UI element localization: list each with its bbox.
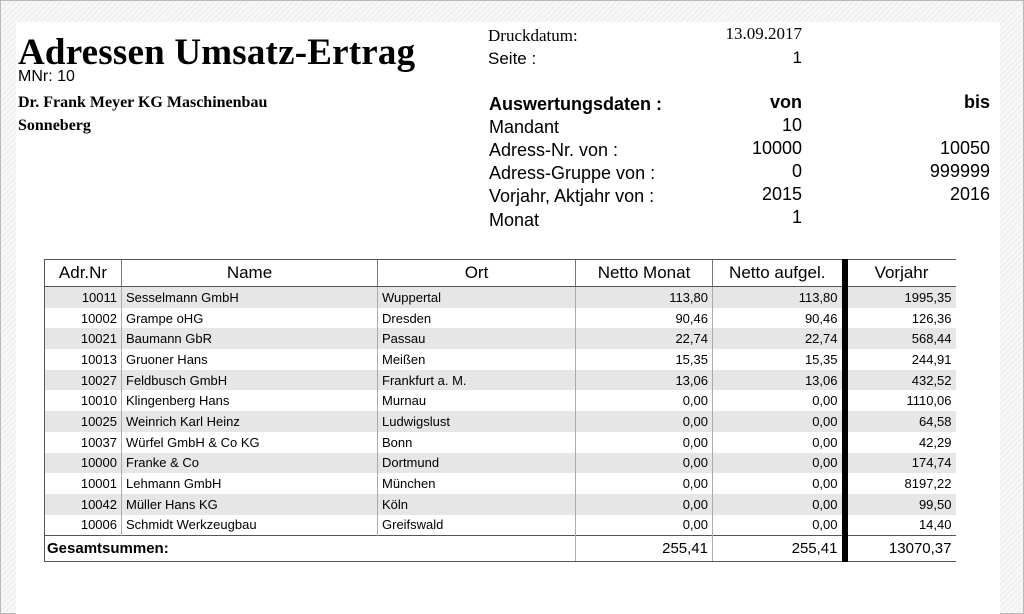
cell-name: Schmidt Werkzeugbau [122, 515, 378, 536]
revenue-table [44, 259, 956, 562]
cell-ort: Meißen [378, 349, 576, 370]
cell-netto-monat: 0,00 [576, 494, 713, 515]
table-row [45, 432, 956, 453]
cell-vorjahr: 64,58 [845, 411, 956, 432]
cell-name: Sesselmann GmbH [122, 287, 378, 308]
cell-name: Müller Hans KG [122, 494, 378, 515]
cell-ort: Dortmund [378, 453, 576, 474]
table-row [45, 287, 956, 308]
cell-netto-aufgel: 22,74 [713, 328, 845, 349]
criteria-from: 10 [781, 115, 802, 135]
cell-netto-monat: 0,00 [576, 390, 713, 411]
cell-name: Gruoner Hans [122, 349, 378, 370]
cell-netto-monat: 0,00 [576, 411, 713, 432]
cell-netto-aufgel: 0,00 [713, 432, 845, 453]
cell-netto-aufgel: 90,46 [713, 308, 845, 329]
criteria-title: Auswertungsdaten : [489, 94, 663, 114]
table-row [45, 308, 956, 329]
criteria-to-header: bis [963, 92, 990, 112]
criteria-from: 0 [791, 161, 802, 181]
cell-netto-monat: 90,46 [576, 308, 713, 329]
total-netto-monat: 255,41 [576, 536, 713, 562]
mnr-label: MNr: 10 [18, 68, 75, 85]
cell-netto-monat: 0,00 [576, 432, 713, 453]
table-row [45, 411, 956, 432]
table-header-row [45, 260, 956, 287]
table-row [45, 453, 956, 474]
criteria-label: Vorjahr, Aktjahr von : [489, 186, 655, 206]
cell-netto-aufgel: 0,00 [713, 411, 845, 432]
cell-adr-nr: 10037 [45, 432, 122, 453]
cell-adr-nr: 10000 [45, 453, 122, 474]
criteria-from: 2015 [761, 184, 802, 204]
column-header-vorjahr: Vorjahr [845, 260, 956, 287]
cell-vorjahr: 568,44 [845, 328, 956, 349]
totals-row [45, 536, 956, 562]
cell-ort: München [378, 473, 576, 494]
print-date-label: Druckdatum: [488, 26, 578, 45]
table-row [45, 390, 956, 411]
report-page [16, 22, 1000, 614]
cell-adr-nr: 10021 [45, 328, 122, 349]
cell-netto-monat: 0,00 [576, 473, 713, 494]
table-row [45, 515, 956, 536]
cell-vorjahr: 42,29 [845, 432, 956, 453]
cell-vorjahr: 126,36 [845, 308, 956, 329]
page-label: Seite : [488, 49, 537, 68]
cell-name: Weinrich Karl Heinz [122, 411, 378, 432]
cell-vorjahr: 244,91 [845, 349, 956, 370]
cell-netto-aufgel: 13,06 [713, 370, 845, 391]
cell-netto-aufgel: 0,00 [713, 473, 845, 494]
criteria-label: Monat [489, 210, 540, 230]
cell-adr-nr: 10001 [45, 473, 122, 494]
cell-ort: Wuppertal [378, 287, 576, 308]
criteria-to: 2016 [949, 184, 990, 204]
cell-name: Würfel GmbH & Co KG [122, 432, 378, 453]
cell-adr-nr: 10011 [45, 287, 122, 308]
print-date-value: 13.09.2017 [725, 24, 802, 43]
total-vorjahr: 13070,37 [845, 536, 956, 562]
cell-ort: Dresden [378, 308, 576, 329]
cell-name: Klingenberg Hans [122, 390, 378, 411]
total-netto-aufgel: 255,41 [713, 536, 845, 562]
criteria-label: Adress-Nr. von : [489, 140, 619, 160]
cell-adr-nr: 10010 [45, 390, 122, 411]
table-row [45, 349, 956, 370]
cell-vorjahr: 174,74 [845, 453, 956, 474]
table-row [45, 370, 956, 391]
cell-ort: Frankfurt a. M. [378, 370, 576, 391]
company-name: Dr. Frank Meyer KG Maschinenbau [18, 94, 268, 111]
column-header-ort: Ort [378, 260, 576, 287]
cell-netto-monat: 13,06 [576, 370, 713, 391]
cell-netto-aufgel: 113,80 [713, 287, 845, 308]
cell-adr-nr: 10002 [45, 308, 122, 329]
cell-netto-monat: 15,35 [576, 349, 713, 370]
criteria-from: 10000 [751, 138, 802, 158]
cell-name: Franke & Co [122, 453, 378, 474]
cell-vorjahr: 432,52 [845, 370, 956, 391]
criteria-from-header: von [769, 92, 802, 112]
totals-label: Gesamtsummen: [45, 536, 576, 562]
criteria-label: Adress-Gruppe von : [489, 163, 656, 183]
report-title: Adressen Umsatz-Ertrag [18, 32, 416, 73]
cell-adr-nr: 10025 [45, 411, 122, 432]
table-row [45, 328, 956, 349]
cell-netto-monat: 0,00 [576, 453, 713, 474]
cell-adr-nr: 10006 [45, 515, 122, 536]
table-row [45, 473, 956, 494]
column-header-netto-aufgel: Netto aufgel. [713, 260, 845, 287]
cell-netto-monat: 0,00 [576, 515, 713, 536]
cell-netto-aufgel: 0,00 [713, 390, 845, 411]
cell-ort: Greifswald [378, 515, 576, 536]
cell-netto-aufgel: 0,00 [713, 515, 845, 536]
cell-adr-nr: 10042 [45, 494, 122, 515]
cell-ort: Köln [378, 494, 576, 515]
cell-ort: Ludwigslust [378, 411, 576, 432]
cell-netto-aufgel: 0,00 [713, 453, 845, 474]
cell-name: Lehmann GmbH [122, 473, 378, 494]
cell-vorjahr: 8197,22 [845, 473, 956, 494]
column-header-netto-monat: Netto Monat [576, 260, 713, 287]
column-header-name: Name [122, 260, 378, 287]
cell-netto-aufgel: 0,00 [713, 494, 845, 515]
cell-ort: Murnau [378, 390, 576, 411]
cell-vorjahr: 14,40 [845, 515, 956, 536]
cell-vorjahr: 99,50 [845, 494, 956, 515]
cell-vorjahr: 1110,06 [845, 390, 956, 411]
column-header-adr-nr: Adr.Nr [45, 260, 122, 287]
cell-name: Feldbusch GmbH [122, 370, 378, 391]
table-row [45, 494, 956, 515]
company-city: Sonneberg [18, 117, 91, 134]
criteria-from: 1 [791, 207, 802, 227]
cell-vorjahr: 1995,35 [845, 287, 956, 308]
cell-adr-nr: 10027 [45, 370, 122, 391]
cell-ort: Passau [378, 328, 576, 349]
cell-netto-monat: 22,74 [576, 328, 713, 349]
criteria-to: 999999 [929, 161, 990, 181]
cell-netto-monat: 113,80 [576, 287, 713, 308]
cell-name: Baumann GbR [122, 328, 378, 349]
cell-adr-nr: 10013 [45, 349, 122, 370]
criteria-label: Mandant [489, 117, 560, 137]
page-number: 1 [792, 48, 802, 67]
criteria-to: 10050 [939, 138, 990, 158]
cell-ort: Bonn [378, 432, 576, 453]
cell-name: Grampe oHG [122, 308, 378, 329]
cell-netto-aufgel: 15,35 [713, 349, 845, 370]
